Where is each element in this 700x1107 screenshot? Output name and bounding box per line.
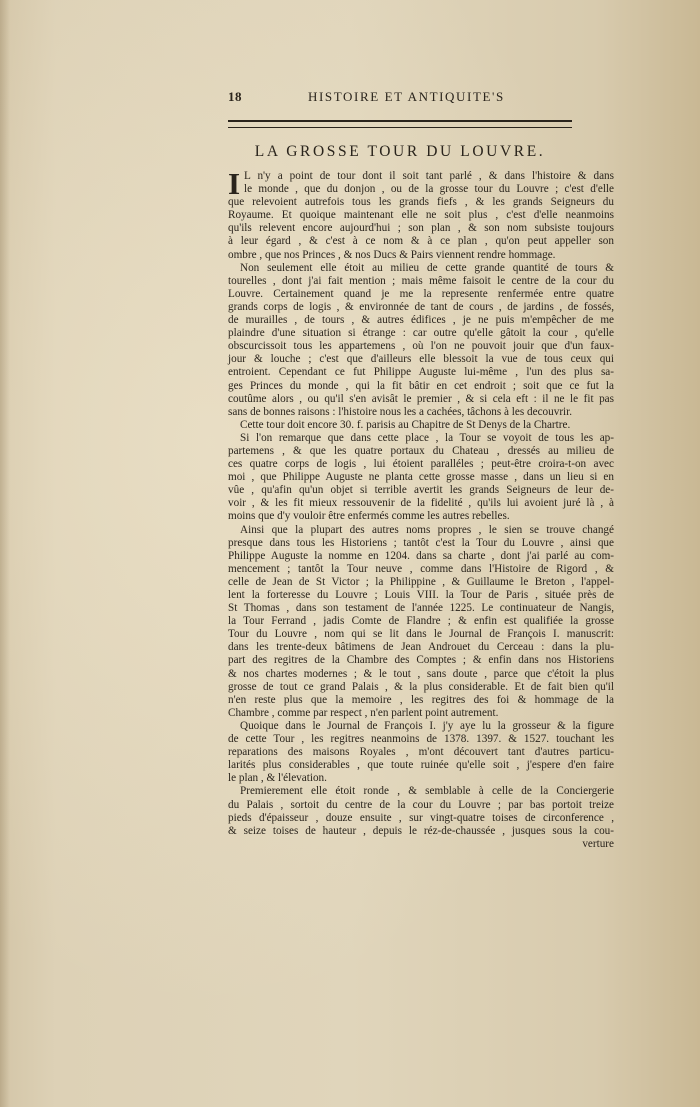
text-line: n'en reste plus que la memoire , les regitres des foi & hommage de la bbox=[228, 693, 614, 706]
text-line: St Thomas , dans son testament de l'année 1225. Le continuateur de Nangis, bbox=[228, 602, 614, 615]
text-line: la Tour Ferrand , jadis Comte de Flandre ; & enfin est qualifiée la grosse bbox=[228, 615, 614, 628]
body-text bbox=[228, 166, 614, 851]
catchword: verture bbox=[582, 837, 614, 850]
text-line: Philippe Auguste la nomme en 1204. dans sa charte , dont j'ai parlé au com- bbox=[228, 549, 614, 562]
text-line: & nos chartes modernes ; & le tout , sans doute , parce que c'étoit la plus bbox=[228, 667, 614, 680]
text-line: Louvre. Certainement quand je me la represente renfermée entre quatre bbox=[228, 287, 614, 300]
text-line: Tour du Louvre , nom qui se lit dans le Journal de François I. manuscrit: bbox=[228, 628, 614, 641]
text-line: le monde , que du donjon , ou de la grosse tour du Louvre ; c'est d'elle bbox=[244, 183, 614, 196]
text-line: moins que d'y vouloir être enfermés comme les autres rebelles. bbox=[228, 510, 510, 523]
text-line: ombre , que nos Princes , & nos Ducs & Pairs viennent rendre hommage. bbox=[228, 248, 556, 261]
text-line: entroient. Cependant ce fut Philippe Auguste lui-même , l'un des plus sa- bbox=[228, 366, 614, 379]
text-line: Chambre , comme par respect , n'en parlent point autrement. bbox=[228, 706, 499, 719]
text-line: pieds d'épaisseur , douze ensuite , sur vingt-quatre toises de circonference , bbox=[228, 811, 614, 824]
text-line: celle de Jean de St Victor ; la Philippine , & Guillaume le Breton , l'appel- bbox=[228, 575, 614, 588]
text-line: Royaume. Et quoique maintenant elle ne soit plus , c'est d'elle neanmoins bbox=[228, 209, 614, 222]
text-line: Cette tour doit encore 30. f. parisis au Chapitre de St Denys de la Chartre. bbox=[240, 418, 571, 431]
text-line: de cette Tour , les regitres neanmoins de 1378. 1397. & 1527. touchant les bbox=[228, 733, 614, 746]
text-line: qu'ils relevent encore aujourd'hui ; son plan , & son nom subsiste toujours bbox=[228, 222, 614, 235]
text-line: Quoique dans le Journal de François I. j'y aye lu la grosseur & la figure bbox=[240, 719, 614, 732]
text-line: obscurcissoit tous les appartemens , où l'on ne pouvoit jouir que d'un faux- bbox=[228, 340, 614, 353]
text-line: le plan , & l'élevation. bbox=[228, 772, 327, 785]
text-line: vûe , qu'afin qu'un objet si terrible avertit les grands Seigneurs de leur de- bbox=[228, 484, 614, 497]
text-line: reparations des maisons Royales , m'ont découvert tant d'autres particu- bbox=[228, 746, 614, 759]
text-line: voir , & les fit mieux ressouvenir de la fidelité , qu'ils lui avoient juré là , à bbox=[228, 497, 614, 510]
text-line: dans les trente-deux bâtimens de Jean Androuet du Cerceau : dans la plu- bbox=[228, 641, 614, 654]
text-line: coutûme alors , ou qu'il s'en avisât le premier , & si cela eft : il ne le fit pas bbox=[228, 392, 614, 405]
running-head bbox=[228, 89, 588, 109]
text-line: & seize toises de hauteur , depuis le réz-de-chaussée , jusques sous la cou- bbox=[228, 824, 614, 837]
text-line: grosse de tout ce grand Palais , & la plus considerable. Et de fait bien qu'il bbox=[228, 680, 614, 693]
text-line: L n'y a point de tour dont il soit tant parlé , & dans l'histoire & dans bbox=[244, 170, 614, 182]
text-line: jour & louche ; c'est que d'ailleurs elle blessoit la vue de tous ceux qui bbox=[228, 353, 614, 366]
text-line: à leur égard , & c'est à ce nom & à ce plan , qu'on peut appeller son bbox=[228, 235, 614, 248]
header-rule bbox=[228, 120, 572, 128]
text-line: moi , que Philippe Auguste ne planta cette grosse masse , dans un lieu si en bbox=[228, 471, 614, 484]
drop-cap: I bbox=[228, 166, 241, 201]
text-line: que relevoient autrefois tous les grands fiefs , & les grands Seigneurs du bbox=[228, 196, 614, 209]
text-line: Si l'on remarque que dans cette place , la Tour se voyoit de tous les ap- bbox=[240, 431, 614, 444]
text-line: Non seulement elle étoit au milieu de cette grande quantité de tours & bbox=[240, 261, 614, 274]
text-line: part des regitres de la Chambre des Comptes ; & enfin dans nos Historiens bbox=[228, 654, 614, 667]
section-title: LA GROSSE TOUR DU LOUVRE. bbox=[254, 143, 546, 160]
text-line: ges Princes du monde , qui la fit bâtir en cet endroit ; soit que ce fut la bbox=[228, 379, 614, 392]
text-line: mencement ; tantôt la Tour neuve , comme dans l'Histoire de Rigord , & bbox=[228, 562, 614, 575]
text-line: Premierement elle étoit ronde , & semblable à celle de la Conciergerie bbox=[240, 785, 614, 798]
text-line: lent la forteresse du Louvre ; Louis VIII. la Tour de Paris , située près de bbox=[228, 589, 614, 601]
text-line: partemens , & que les quatre portaux du Chateau , dressés au milieu de bbox=[228, 444, 614, 457]
text-line: plaindre d'une situation si étrange : car outre qu'elle gâtoit la cour , qu'elle bbox=[228, 327, 614, 340]
text-line: larités plus considerables , que toute ruinée qu'elle soit , j'espere d'en faire bbox=[228, 759, 614, 772]
text-line: sans de bonnes raisons : l'histoire nous les a cachées, tâchons à les decouvrir. bbox=[228, 405, 573, 418]
text-line: tourelles , dont j'ai fait mention ; mais même faisoit le centre de la cour du bbox=[228, 274, 614, 287]
text-line: presque dans tous les Historiens ; tantôt c'est la Tour du Louvre , ainsi que bbox=[228, 536, 614, 549]
text-line: Ainsi que la plupart des autres noms propres , le sien se trouve changé bbox=[240, 523, 614, 536]
page-number: 18 bbox=[228, 89, 242, 104]
text-line: du Palais , sortoit du centre de la cour du Louvre ; par bas portoit treize bbox=[228, 798, 614, 811]
page-edge-shadow bbox=[0, 0, 10, 1107]
text-line: grands corps de logis , & environnée de tant de cours , de jardins , de fossés, bbox=[228, 300, 614, 313]
running-title: HISTOIRE ET ANTIQUITE'S bbox=[308, 89, 505, 104]
text-line: ces quatre corps de logis , lui étoient paralléles ; peut-être croira-t-on avec bbox=[228, 458, 614, 471]
text-line: de murailles , de tours , & autres édifices , je ne puis m'empêcher de me bbox=[228, 314, 614, 327]
